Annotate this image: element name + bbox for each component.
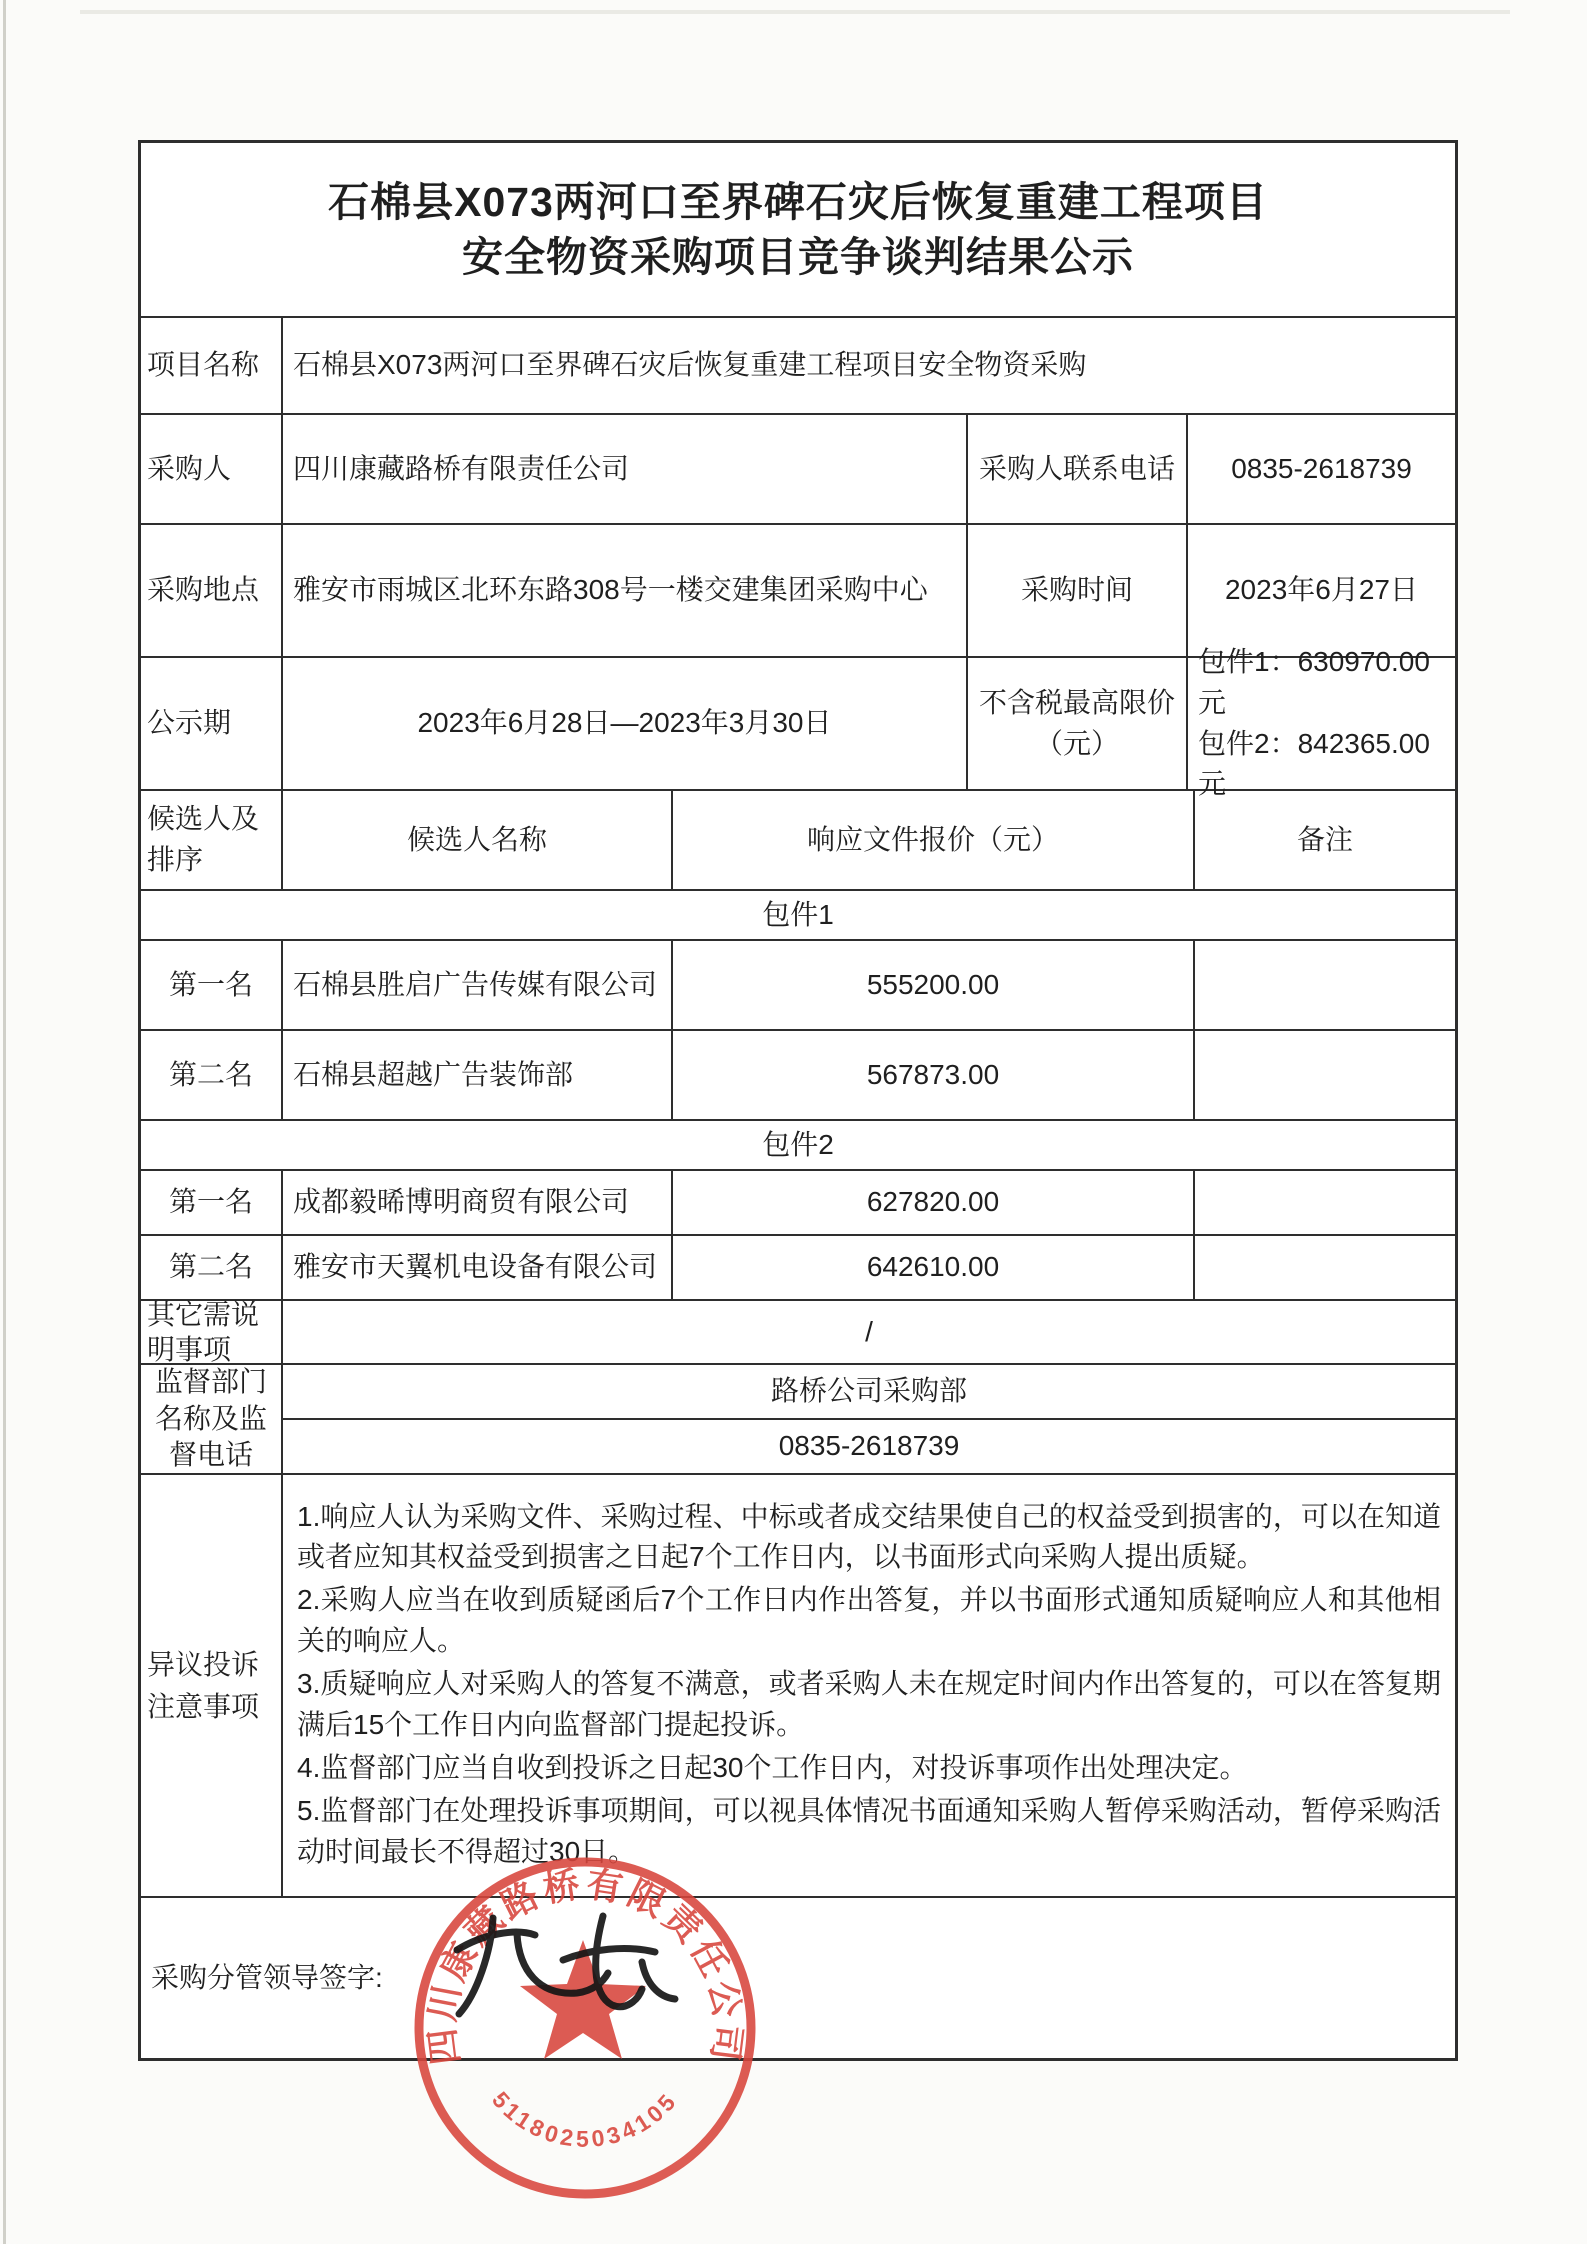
table-row bbox=[141, 1031, 1455, 1121]
seal-number-text: 5118025034105 bbox=[487, 2086, 683, 2152]
table-row bbox=[141, 1236, 1455, 1301]
purchaser-value: 四川康藏路桥有限责任公司 bbox=[283, 415, 968, 523]
candidate-name-header: 候选人名称 bbox=[283, 791, 673, 889]
publicity-period-label: 公示期 bbox=[141, 658, 283, 789]
candidate-remark-header: 备注 bbox=[1296, 823, 1353, 855]
package2-title: 包件2 bbox=[762, 1128, 834, 1160]
candidate-header-row bbox=[141, 791, 1455, 891]
objection-item-2: 2.采购人应当在收到质疑函后7个工作日内作出答复，并以书面形式通知质疑响应人和其他相关的响应人。 bbox=[297, 1584, 1441, 1657]
candidate-rank-header: 候选人及排序 bbox=[141, 791, 283, 889]
table-row bbox=[141, 1171, 1455, 1236]
candidate-name: 雅安市天翼机电设备有限公司 bbox=[283, 1236, 673, 1299]
candidate-remark bbox=[1195, 1031, 1455, 1119]
purchaser-label: 采购人 bbox=[141, 415, 283, 523]
candidate-rank: 第二名 bbox=[141, 1031, 283, 1119]
objection-item-1: 1.响应人认为采购文件、采购过程、中标或者成交结果使自己的权益受到损害的，可以在知道或者应知其权益受到损害之日起7个工作日内，以书面形式向采购人提出质疑。 bbox=[297, 1500, 1441, 1573]
supervision-label: 监督部门名称及监督电话 bbox=[141, 1365, 283, 1473]
signature-label: 采购分管领导签字: bbox=[151, 1961, 383, 1993]
candidate-price: 627820.00 bbox=[673, 1171, 1195, 1234]
candidate-rank: 第一名 bbox=[141, 1171, 283, 1234]
project-name-label: 项目名称 bbox=[141, 318, 283, 413]
max-price-package1: 包件1：630970.00元 bbox=[1198, 646, 1430, 718]
package1-title-row bbox=[141, 891, 1455, 941]
candidate-name: 石棉县胜启广告传媒有限公司 bbox=[283, 941, 673, 1029]
publicity-period-value: 2023年6月28日—2023年3月30日 bbox=[283, 658, 968, 789]
objection-item-3: 3.质疑响应人对采购人的答复不满意，或者采购人未在规定时间内作出答复的，可以在答复期满后15个工作日内向监督部门提起投诉。 bbox=[297, 1668, 1441, 1740]
other-notes-label: 其它需说明事项 bbox=[141, 1301, 283, 1363]
candidate-price: 555200.00 bbox=[673, 941, 1195, 1029]
package2-title-row bbox=[141, 1121, 1455, 1171]
max-price-label bbox=[968, 658, 1188, 789]
objection-item-4: 4.监督部门应当自收到投诉之日起30个工作日内，对投诉事项作出处理决定。 bbox=[297, 1751, 1248, 1783]
candidate-price: 567873.00 bbox=[673, 1031, 1195, 1119]
scan-page-edge-left bbox=[3, 0, 6, 2244]
location-value: 雅安市雨城区北环东路308号一楼交建集团采购中心 bbox=[283, 525, 968, 656]
supervision-phone: 0835-2618739 bbox=[778, 1430, 960, 1462]
candidate-rank: 第一名 bbox=[141, 941, 283, 1029]
candidate-name: 石棉县超越广告装饰部 bbox=[283, 1031, 673, 1119]
document-title-line2: 安全物资采购项目竞争谈判结果公示 bbox=[462, 233, 1134, 280]
purchase-time-value: 2023年6月27日 bbox=[1224, 574, 1418, 606]
objection-notice-row bbox=[141, 1475, 1455, 1898]
max-price-label-line2: （元） bbox=[1034, 727, 1119, 759]
candidate-price: 642610.00 bbox=[673, 1236, 1195, 1299]
location-row bbox=[141, 525, 1455, 658]
document-table bbox=[138, 140, 1458, 2061]
candidate-rank: 第二名 bbox=[141, 1236, 283, 1299]
supervision-values bbox=[283, 1365, 1455, 1473]
other-notes-value: / bbox=[865, 1315, 873, 1347]
candidate-remark bbox=[1195, 1171, 1455, 1234]
project-name-row bbox=[141, 318, 1455, 415]
candidate-remark bbox=[1195, 941, 1455, 1029]
candidate-remark bbox=[1195, 1236, 1455, 1299]
max-price-value bbox=[1188, 646, 1455, 800]
other-notes-row bbox=[141, 1301, 1455, 1365]
publicity-period-row bbox=[141, 646, 1455, 800]
document-title bbox=[141, 143, 1455, 316]
supervision-row bbox=[141, 1365, 1455, 1475]
objection-notice-text bbox=[283, 1475, 1455, 1896]
purchase-time-label: 采购时间 bbox=[968, 525, 1188, 656]
candidate-name: 成都毅晞博明商贸有限公司 bbox=[283, 1171, 673, 1234]
objection-notice-label: 异议投诉注意事项 bbox=[141, 1475, 283, 1896]
purchaser-phone-value: 0835-2618739 bbox=[1231, 452, 1412, 484]
seal-company-text: 四川康藏路桥有限责任公司 bbox=[420, 1862, 750, 2068]
signature-row bbox=[141, 1898, 1455, 2058]
project-name-value: 石棉县X073两河口至界碑石灾后恢复重建工程项目安全物资采购 bbox=[293, 349, 1087, 381]
supervision-department: 路桥公司采购部 bbox=[283, 1365, 1455, 1420]
document-title-line1: 石棉县X073两河口至界碑石灾后恢复重建工程项目 bbox=[328, 179, 1268, 226]
package1-title: 包件1 bbox=[762, 898, 834, 930]
purchaser-row bbox=[141, 415, 1455, 525]
objection-item-5: 5.监督部门在处理投诉事项期间，可以视具体情况书面通知采购人暂停采购活动，暂停采购活动时间最长不得超过30日。 bbox=[297, 1794, 1441, 1867]
location-label: 采购地点 bbox=[141, 525, 283, 656]
title-row bbox=[141, 143, 1455, 318]
scan-page-edge-top bbox=[80, 10, 1510, 14]
candidate-price-header: 响应文件报价（元） bbox=[673, 791, 1195, 889]
max-price-package2: 包件2：842365.00元 bbox=[1198, 727, 1430, 800]
max-price-label-line1: 不含税最高限价 bbox=[978, 686, 1175, 718]
purchaser-phone-label: 采购人联系电话 bbox=[968, 415, 1188, 523]
table-row bbox=[141, 941, 1455, 1031]
